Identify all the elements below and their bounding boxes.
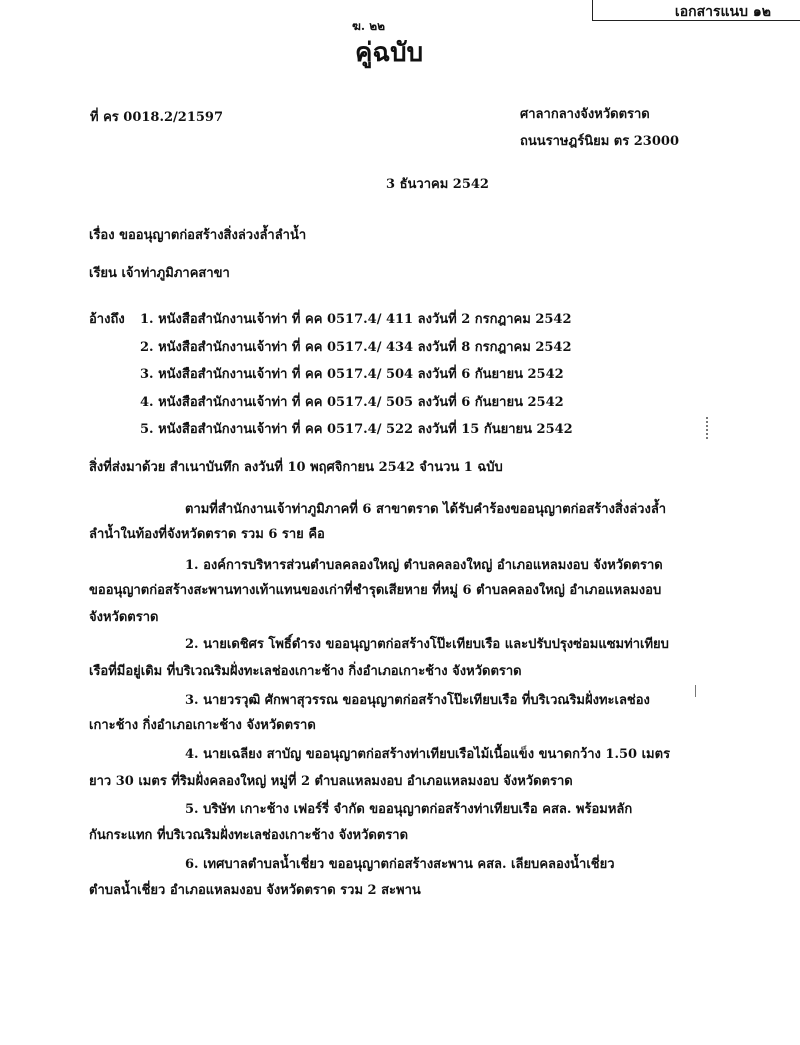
body-item-3: 3. นายวรวุฒิ ศักพาสุวรรณ ขออนุญาตก่อสร้างโป๊ะเทียบเรือ ที่บริเวณริมฝั่งทะเลช่อง [185,693,650,708]
reference-item: 4. หนังสือสำนักงานเจ้าท่า ที่ คค 0517.4/ 505 ลงวันที่ 6 กันยายน 2542 [140,395,564,410]
body-item-2: 2. นายเดชิศร โพธิ์ดำรง ขออนุญาตก่อสร้างโป๊ะเทียบเรือ และปรับปรุงซ่อมแซมท่าเทียบ [185,637,669,652]
margin-mark [706,417,711,439]
reference-item: 3. หนังสือสำนักงานเจ้าท่า ที่ คค 0517.4/ 504 ลงวันที่ 6 กันยายน 2542 [140,367,564,382]
subject-line: เรื่อง ขออนุญาตก่อสร้างสิ่งล่วงล้ำลำน้ำ [89,228,307,243]
attachment-label: เอกสารแนบ ๑๒ [674,4,771,20]
reference-lead: อ้างถึง [89,312,125,327]
office-address: ถนนราษฎร์นิยม ตร 23000 [520,134,679,149]
reference-item: 1. หนังสือสำนักงานเจ้าท่า ที่ คค 0517.4/ 411 ลงวันที่ 2 กรกฎาคม 2542 [140,312,572,327]
body-item-1-cont: จังหวัดตราด [89,610,159,625]
body-item-1: 1. องค์การบริหารส่วนตำบลคลองใหญ่ ตำบลคลองใหญ่ อำเภอแหลมงอบ จังหวัดตราด [185,558,663,573]
attachment-box [592,0,800,21]
body-item-2-cont: เรือที่มีอยู่เดิม ที่บริเวณริมฝั่งทะเลช่องเกาะช้าง กิ่งอำเภอเกาะช้าง จังหวัดตราด [89,664,522,679]
body-item-5-cont: กันกระแทก ที่บริเวณริมฝั่งทะเลช่องเกาะช้าง จังหวัดตราด [89,828,409,843]
document-number: ที่ คร 0018.2/21597 [90,110,224,125]
body-intro-line: ลำน้ำในท้องที่จังหวัดตราด รวม 6 ราย คือ [89,527,325,542]
recipient-line: เรียน เจ้าท่าภูมิภาคสาขา [89,266,230,281]
margin-mark [695,685,696,697]
reference-item: 5. หนังสือสำนักงานเจ้าท่า ที่ คค 0517.4/ 522 ลงวันที่ 15 กันยายน 2542 [140,422,573,437]
body-item-3-cont: เกาะช้าง กิ่งอำเภอเกาะช้าง จังหวัดตราด [89,718,316,733]
office-name: ศาลากลางจังหวัดตราด [520,107,650,122]
body-item-4: 4. นายเฉลียง สาบัญ ขออนุญาตก่อสร้างท่าเทียบเรือไม้เนื้อแข็ง ขนาดกว้าง 1.50 เมตร [185,747,671,762]
enclosure-line: สิ่งที่ส่งมาด้วย สำเนาบันทึก ลงวันที่ 10 พฤศจิกายน 2542 จำนวน 1 ฉบับ [89,460,503,475]
body-item-6: 6. เทศบาลตำบลน้ำเชี่ยว ขออนุญาตก่อสร้างสะพาน คสล. เลียบคลองน้ำเชี่ยว [185,857,615,872]
reference-item: 2. หนังสือสำนักงานเจ้าท่า ที่ คค 0517.4/ 434 ลงวันที่ 8 กรกฎาคม 2542 [140,340,572,355]
form-code: ฆ. ๒๒ [352,19,386,33]
document-title: คู่ฉบับ [355,38,424,68]
document-date: 3 ธันวาคม 2542 [386,177,489,192]
body-item-1-cont: ขออนุญาตก่อสร้างสะพานทางเท้าแทนของเก่าที่ชำรุดเสียหาย ที่หมู่ 6 ตำบลคลองใหญ่ อำเภอแหลมงอบ [89,583,662,598]
body-item-5: 5. บริษัท เกาะช้าง เฟอร์รี่ จำกัด ขออนุญาตก่อสร้างท่าเทียบเรือ คสล. พร้อมหลัก [185,802,633,817]
body-intro-line: ตามที่สำนักงานเจ้าท่าภูมิภาคที่ 6 สาขาตราด ได้รับคำร้องขออนุญาตก่อสร้างสิ่งล่วงล้ำ [185,502,667,517]
body-item-6-cont: ตำบลน้ำเชี่ยว อำเภอแหลมงอบ จังหวัดตราด รวม 2 สะพาน [89,883,421,898]
body-item-4-cont: ยาว 30 เมตร ที่ริมฝั่งคลองใหญ่ หมู่ที่ 2 ตำบลแหลมงอบ อำเภอแหลมงอบ จังหวัดตราด [89,774,573,789]
